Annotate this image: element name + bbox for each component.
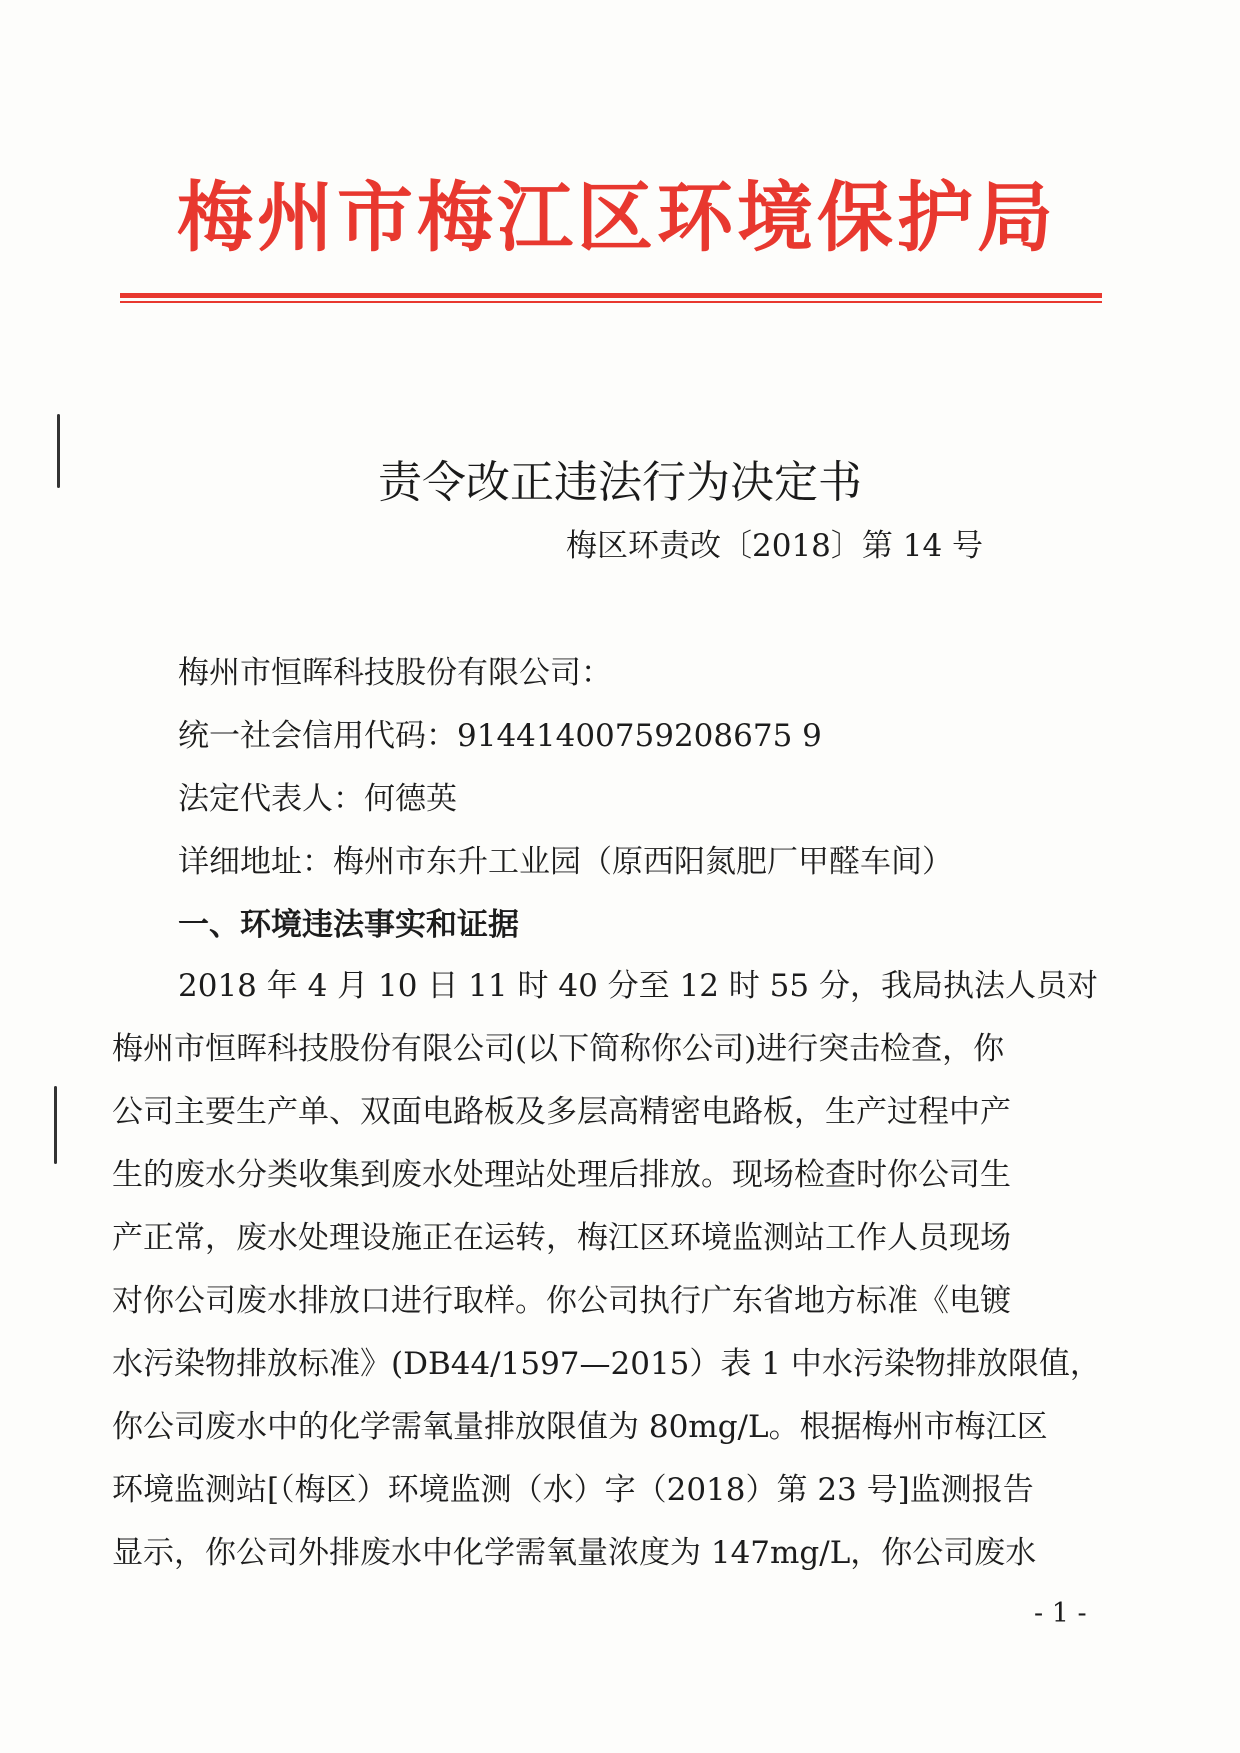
- body-line: 对你公司废水排放口进行取样。你公司执行广东省地方标准《电镀: [112, 1283, 1011, 1319]
- body-line: 你公司废水中的化学需氧量排放限值为 80mg/L。根据梅州市梅江区: [112, 1409, 1048, 1445]
- body-line: 水污染物排放标准》(DB44/1597—2015）表 1 中水污染物排放限值，: [112, 1346, 1101, 1382]
- section-heading: 一、环境违法事实和证据: [178, 907, 519, 943]
- body-line: 环境监测站[（梅区）环境监测（水）字（2018）第 23 号]监测报告: [112, 1472, 1034, 1508]
- scan-binding-mark: [54, 1086, 57, 1164]
- body-line: 产正常，废水处理设施正在运转，梅江区环境监测站工作人员现场: [112, 1220, 1011, 1256]
- body-line: 公司主要生产单、双面电路板及多层高精密电路板，生产过程中产: [112, 1094, 1011, 1130]
- document-title: 责令改正违法行为决定书: [378, 457, 862, 508]
- page-number: - 1 -: [1034, 1598, 1087, 1629]
- letterhead-rule-thin: [120, 301, 1102, 303]
- legal-representative: 法定代表人：何德英: [178, 781, 457, 817]
- body-line: 显示，你公司外排废水中化学需氧量浓度为 147mg/L，你公司废水: [112, 1535, 1037, 1571]
- body-line: 2018 年 4 月 10 日 11 时 40 分至 12 时 55 分，我局执法人员对: [178, 968, 1098, 1004]
- body-line: 生的废水分类收集到废水处理站处理后排放。现场检查时你公司生: [112, 1157, 1011, 1193]
- recipient-name: 梅州市恒晖科技股份有限公司：: [178, 655, 612, 691]
- document-number: 梅区环责改〔2018〕第 14 号: [566, 528, 984, 564]
- letterhead-title: 梅州市梅江区环境保护局: [177, 173, 1057, 262]
- address: 详细地址：梅州市东升工业园（原西阳氮肥厂甲醛车间）: [178, 844, 953, 880]
- body-line: 梅州市恒晖科技股份有限公司(以下简称你公司)进行突击检查，你: [112, 1031, 1005, 1067]
- section-body: [112, 955, 1101, 1585]
- letterhead-rule-thick: [120, 293, 1102, 298]
- credit-code: 统一社会信用代码：91441400759208675 9: [178, 718, 822, 754]
